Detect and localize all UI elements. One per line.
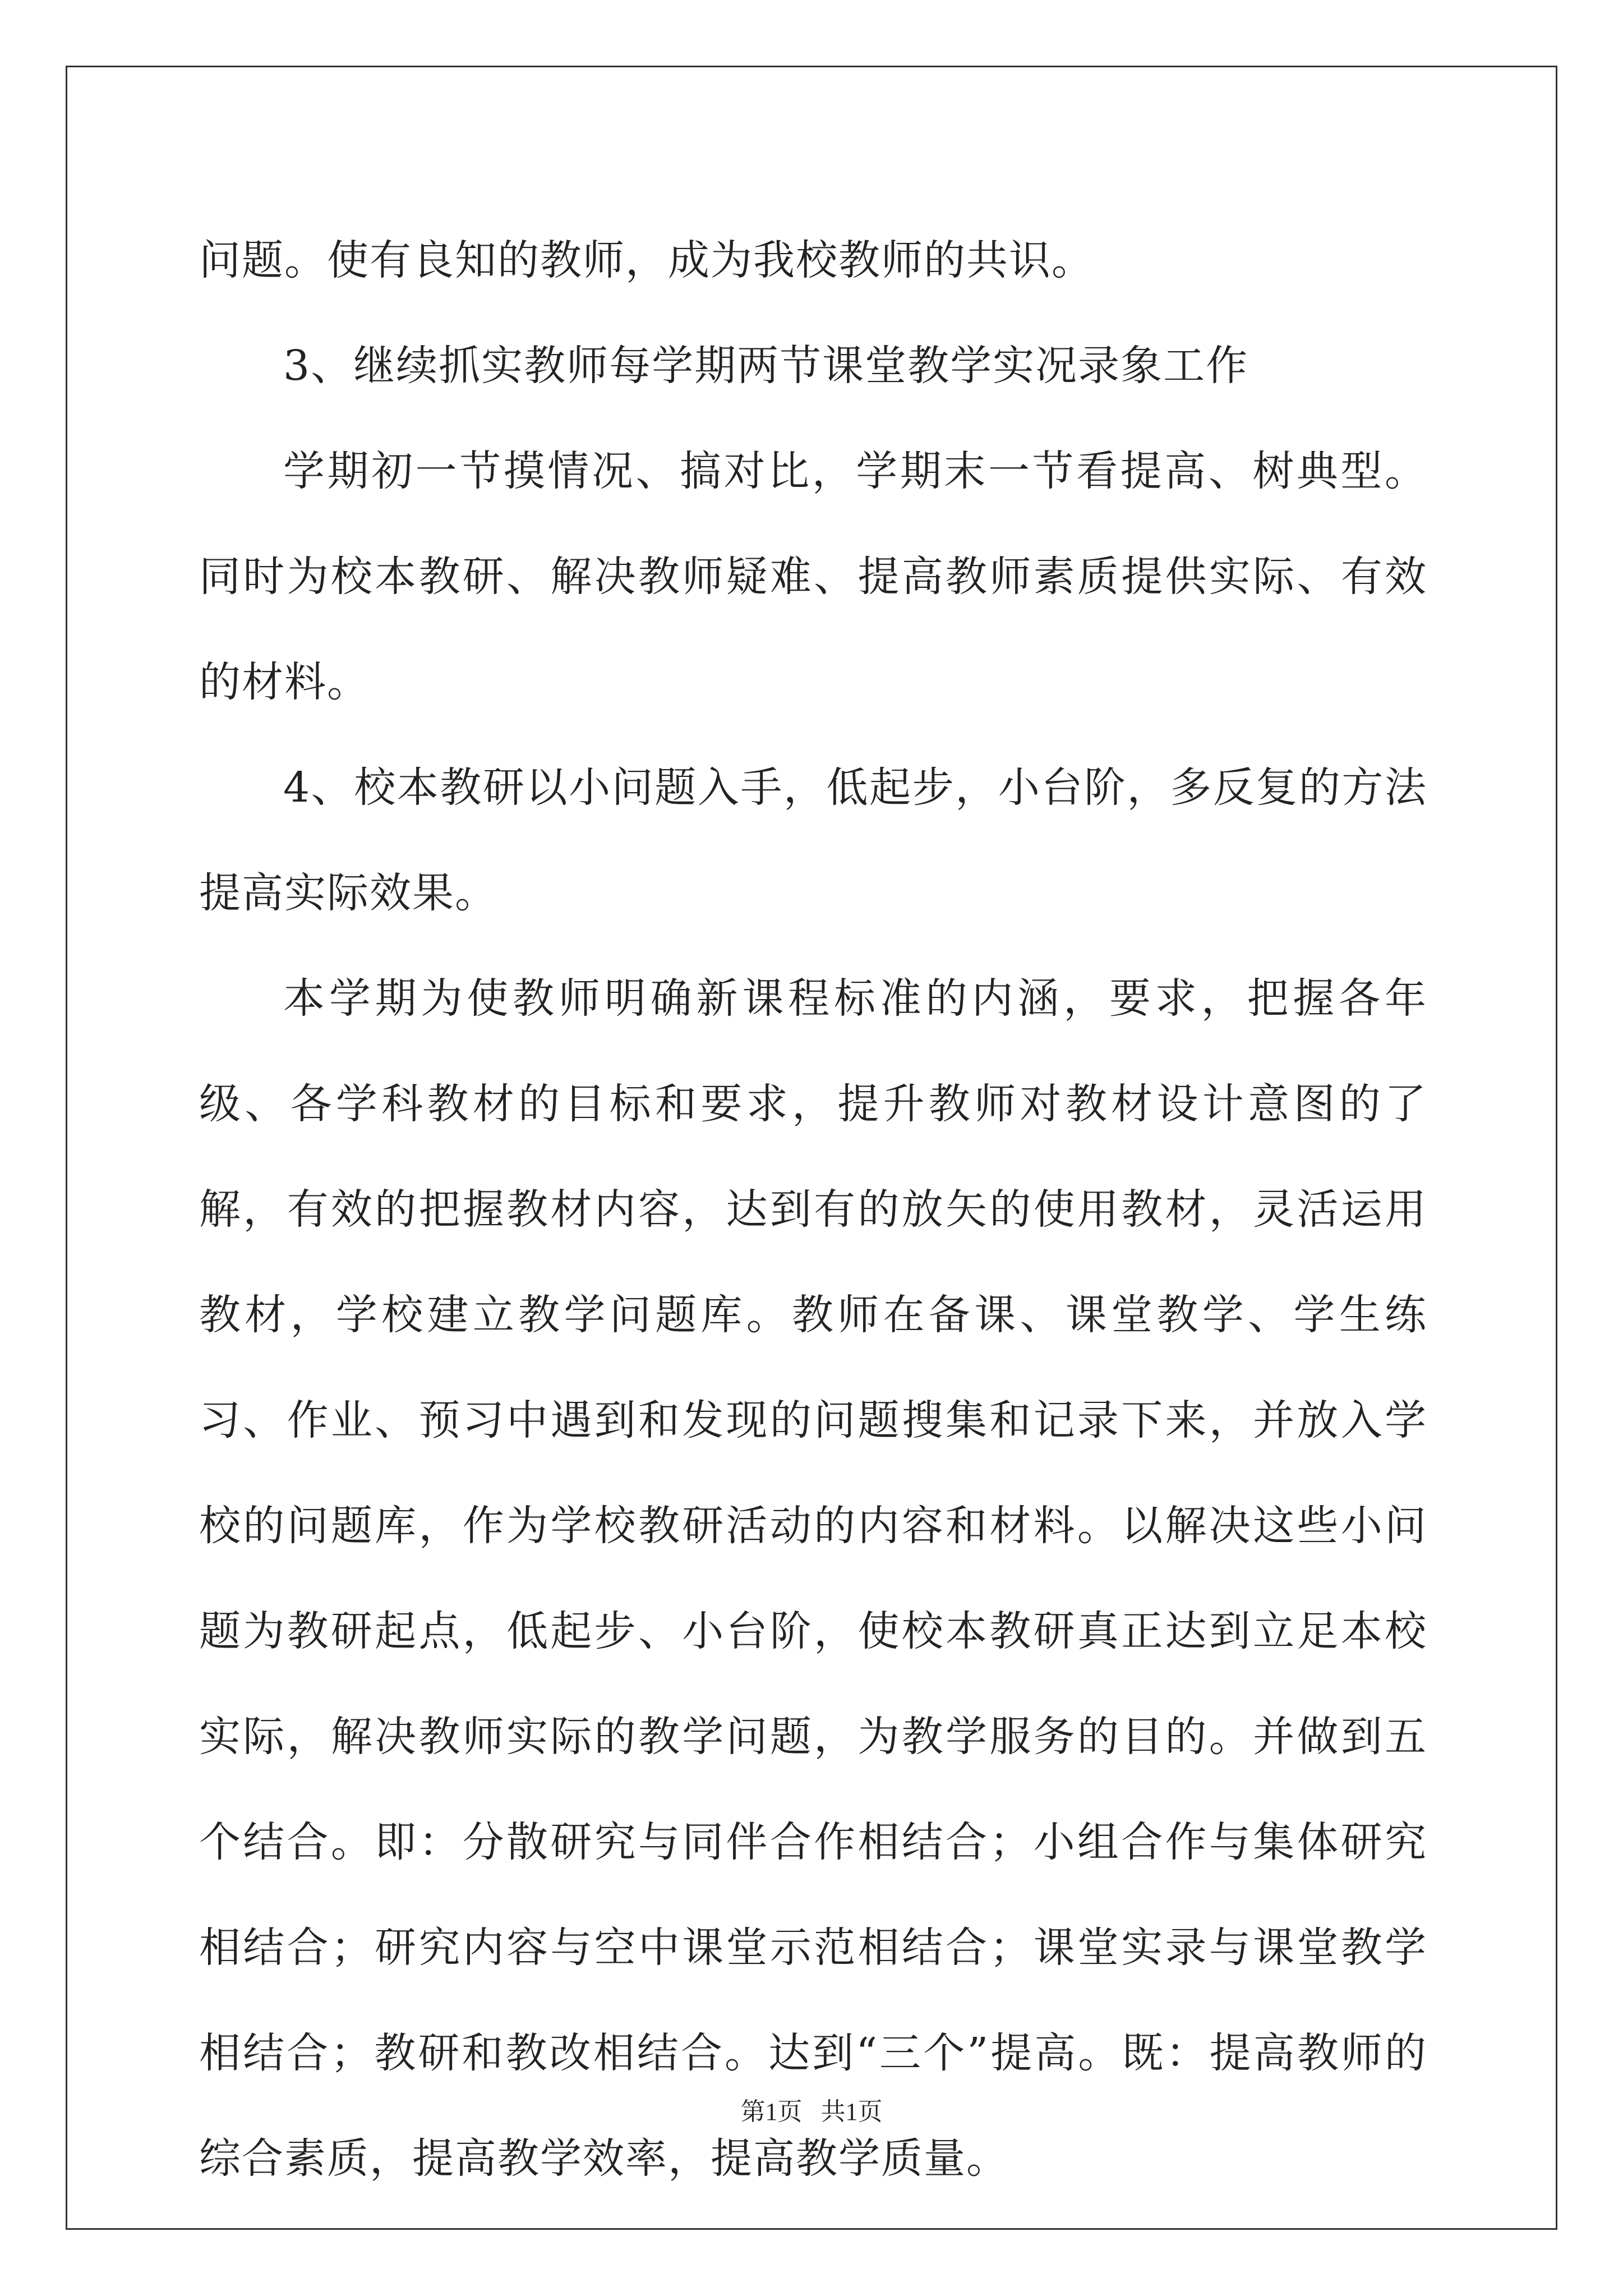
paragraph-4: 4、校本教研以小问题入手，低起步，小台阶，多反复的方法提高实际效果。 (199, 763, 1427, 917)
document-body (199, 208, 1427, 2211)
page-footer: 第1页 共1页 (740, 2098, 883, 2125)
paragraph-5: 本学期为使教师明确新课程标准的内涵，要求，把握各年级、各学科教材的目标和要求，提升教师对教材设计意图的了解，有效的把握教材内容，达到有的放矢的使用教材，灵活运用教材，学校建立教学问题库。教师在备课、课堂教学、学生练习、作业、预习中遇到和发现的问题搜集和记录下来，并放入学校的问题库，作为学校教研活动的内容和材料。以解决这些小问题为教研起点，低起步、小台阶，使校本教研真正达到立足本校实际，解决教师实际的教学问题，为教学服务的目的。并做到五个结合。即：分散研究与同伴合作相结合；小组合作与集体研究相结合；研究内容与空中课堂示范相结合；课堂实录与课堂教学相结合；教研和教改相结合。达到“三个”提高。既：提高教师的综合素质，提高教学效率，提高教学质量。 (199, 974, 1427, 2183)
paragraph-2: 3、继续抓实教师每学期两节课堂教学实况录象工作 (283, 342, 1249, 390)
paragraph-1: 问题。使有良知的教师，成为我校教师的共识。 (199, 236, 1094, 284)
paragraph-3: 学期初一节摸情况、搞对比，学期末一节看提高、树典型。同时为校本教研、解决教师疑难、提高教师素质提供实际、有效的材料。 (199, 447, 1427, 706)
